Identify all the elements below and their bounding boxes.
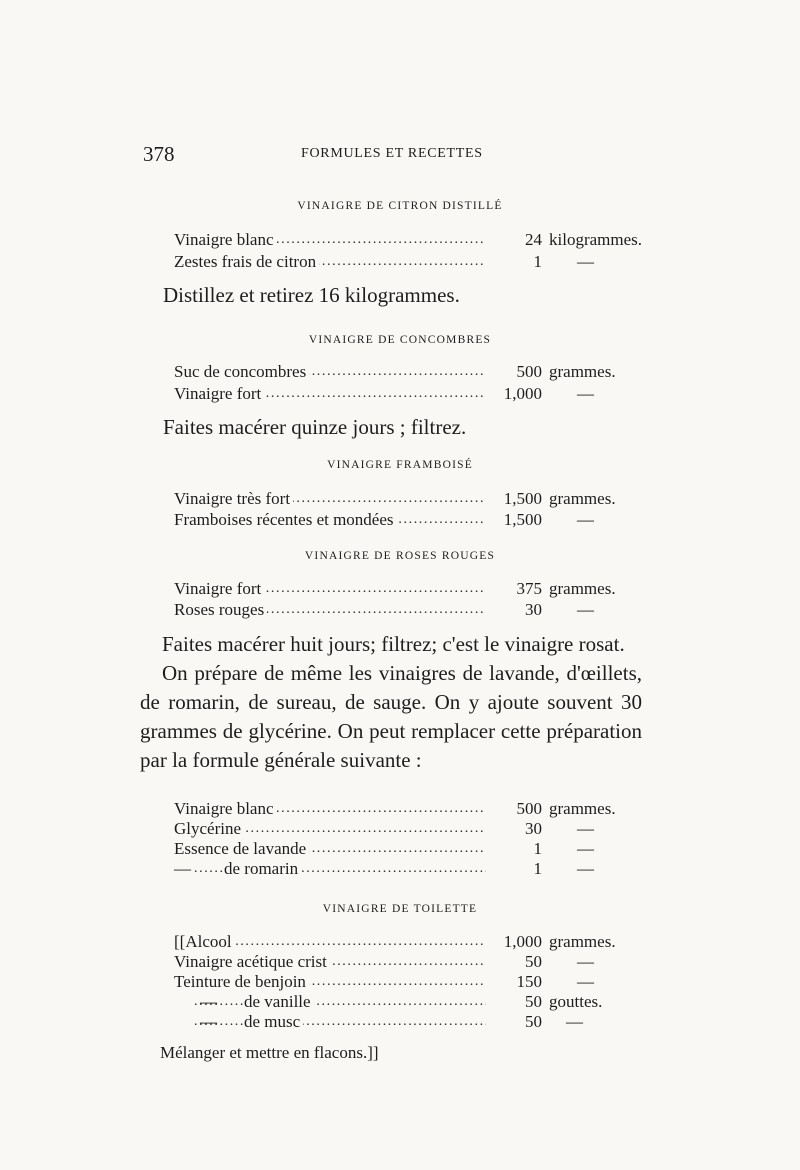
ingredient-unit: grammes. [549, 932, 616, 951]
ingredient-unit: grammes. [549, 799, 616, 818]
page-number: 378 [143, 142, 175, 166]
ingredient-unit: — [577, 859, 594, 878]
recipe-row [174, 952, 634, 974]
ingredient-name: [[Alcool [174, 932, 235, 952]
ingredient-unit: — [566, 1012, 583, 1031]
closing-note: Mélanger et mettre en flacons.]] [160, 1043, 379, 1062]
ingredient-unit: — [577, 819, 594, 838]
ingredient-name: Vinaigre blanc [174, 799, 277, 819]
note-text: Faites macérer quinze jours ; filtrez. [163, 415, 467, 439]
recipe-row [174, 489, 634, 511]
ingredient-unit: gouttes. [549, 992, 603, 1011]
ingredient-unit: — [577, 952, 594, 971]
ingredient-unit: — [577, 839, 594, 858]
ditto-marker: — [200, 1012, 217, 1031]
ingredient-qty: 1,500 [503, 510, 542, 529]
ingredient-qty: 375 [516, 579, 542, 598]
body-text [140, 630, 642, 775]
ingredient-name: de vanille [244, 992, 314, 1012]
page-header [143, 142, 643, 168]
recipe-row [174, 230, 643, 252]
ingredient-qty: 1,000 [503, 932, 542, 951]
recipe-row [174, 859, 634, 881]
ingredient-qty: 50 [525, 952, 542, 971]
ingredient-name: Vinaigre fort [174, 579, 264, 599]
ingredient-name: Teinture de benjoin [174, 972, 309, 992]
ditto-marker: — [200, 992, 217, 1011]
ingredient-unit: kilogrammes. [549, 230, 643, 249]
ingredient-qty: 1,000 [503, 384, 542, 403]
leader-dots [194, 1014, 486, 1030]
ingredient-name: Suc de concombres [174, 362, 309, 382]
ingredient-qty: 1 [533, 839, 542, 858]
recipe-row [174, 799, 634, 821]
ingredient-name: Vinaigre blanc [174, 230, 277, 250]
ingredient-unit: grammes. [549, 362, 616, 381]
section-title-roses: VINAIGRE DE ROSES ROUGES [304, 550, 496, 562]
ingredient-name: Glycérine [174, 819, 244, 839]
ingredient-unit: — [577, 600, 594, 619]
ingredient-qty: 50 [525, 1012, 542, 1031]
ingredient-qty: 24 [525, 230, 542, 249]
section-title-concombres: VINAIGRE DE CONCOMBRES [308, 334, 492, 346]
note-paragraph [163, 413, 665, 442]
section-title-toilette: VINAIGRE DE TOILETTE [322, 903, 478, 915]
ingredient-name: Vinaigre acétique crist [174, 952, 330, 972]
note-text: Distillez et retirez 16 kilogrammes. [163, 283, 460, 307]
section-title-framboise: VINAIGRE FRAMBOISÉ [327, 459, 473, 471]
ingredient-unit: grammes. [549, 579, 616, 598]
recipe-row [174, 819, 634, 841]
recipe-row [174, 1012, 634, 1034]
ingredient-name: de musc [244, 1012, 303, 1032]
recipe-row [174, 579, 634, 601]
recipe-row [174, 600, 634, 622]
recipe-row [174, 362, 634, 384]
ingredient-qty: 50 [525, 992, 542, 1011]
leader-dots [194, 994, 486, 1010]
ingredient-qty: 1,500 [503, 489, 542, 508]
recipe-row [174, 972, 634, 994]
ingredient-name: de romarin [224, 859, 301, 879]
ingredient-qty: 500 [516, 799, 542, 818]
ingredient-name: Vinaigre très fort [174, 489, 293, 509]
ingredient-qty: 1 [533, 859, 542, 878]
recipe-row [174, 932, 634, 954]
ingredient-qty: 1 [533, 252, 542, 271]
recipe-row [174, 510, 634, 532]
ingredient-unit: grammes. [549, 489, 616, 508]
recipe-row [174, 992, 634, 1014]
ditto-marker: — [174, 859, 191, 878]
section-title-citron: VINAIGRE DE CITRON DISTILLÉ [297, 200, 503, 212]
ingredient-name: Framboises récentes et mondées [174, 510, 397, 530]
ingredient-qty: 30 [525, 600, 542, 619]
paragraph: Faites macérer huit jours; filtrez; c'est le vinaigre rosat. [162, 632, 625, 656]
paragraph: On prépare de même les vinaigres de lavande, d'œillets, de romarin, de sureau, de sauge. On y ajoute souvent 30 grammes de glycérine. On peut remplacer cette préparation par la formule générale suivante : [140, 661, 642, 772]
ingredient-qty: 30 [525, 819, 542, 838]
ingredient-unit: — [577, 252, 594, 271]
ingredient-name: Zestes frais de citron [174, 252, 319, 272]
ingredient-unit: — [577, 972, 594, 991]
ingredient-qty: 150 [516, 972, 542, 991]
note-paragraph [163, 281, 665, 310]
ingredient-unit: — [577, 510, 594, 529]
running-title: FORMULES ET RECETTES [301, 146, 483, 161]
ingredient-name: Vinaigre fort [174, 384, 264, 404]
ingredient-name: Essence de lavande [174, 839, 309, 859]
recipe-row [174, 252, 634, 274]
ingredient-qty: 500 [516, 362, 542, 381]
ingredient-name: Roses rouges [174, 600, 267, 620]
recipe-row [174, 839, 634, 861]
ingredient-unit: — [577, 384, 594, 403]
recipe-row [174, 384, 634, 406]
